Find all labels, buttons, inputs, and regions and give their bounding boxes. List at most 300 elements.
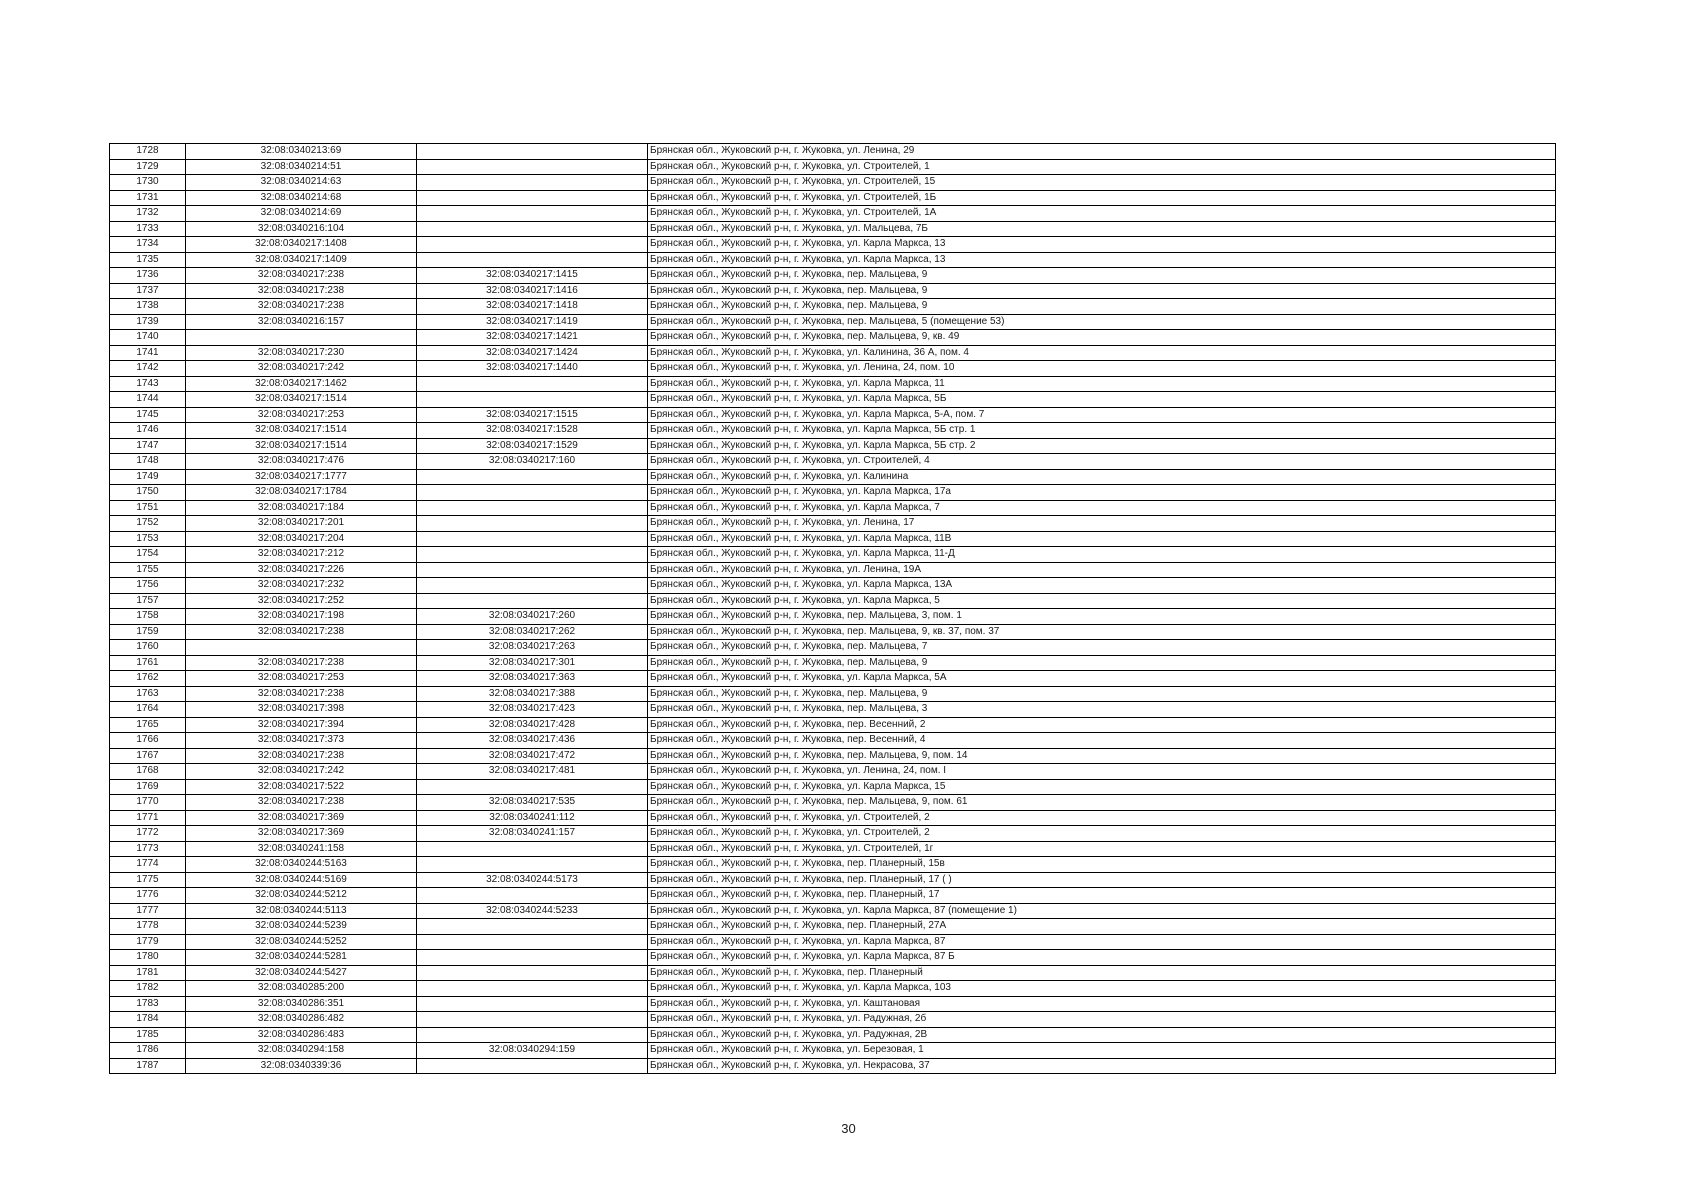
row-number-cell: 1759 (110, 624, 186, 640)
cadastral-number-cell: 32:08:0340241:158 (186, 841, 417, 857)
address-cell: Брянская обл., Жуковский р-н, г. Жуковка, ул. Карла Маркса, 5Б стр. 2 (648, 438, 1556, 454)
table-row (110, 655, 1556, 671)
table-row (110, 376, 1556, 392)
row-number-cell: 1753 (110, 531, 186, 547)
cadastral-number-cell: 32:08:0340244:5212 (186, 888, 417, 904)
row-number-cell: 1780 (110, 950, 186, 966)
table-row (110, 175, 1556, 191)
row-number-cell: 1772 (110, 826, 186, 842)
row-number-cell: 1731 (110, 190, 186, 206)
related-cadastral-number-cell (417, 190, 648, 206)
address-cell: Брянская обл., Жуковский р-н, г. Жуковка, ул. Мальцева, 7Б (648, 221, 1556, 237)
cadastral-number-cell: 32:08:0340217:204 (186, 531, 417, 547)
row-number-cell: 1744 (110, 392, 186, 408)
table-row (110, 144, 1556, 160)
address-cell: Брянская обл., Жуковский р-н, г. Жуковка, ул. Строителей, 1А (648, 206, 1556, 222)
address-cell: Брянская обл., Жуковский р-н, г. Жуковка, ул. Строителей, 2 (648, 810, 1556, 826)
address-cell: Брянская обл., Жуковский р-н, г. Жуковка, пер. Мальцева, 9 (648, 299, 1556, 315)
table-row (110, 330, 1556, 346)
table-row (110, 392, 1556, 408)
row-number-cell: 1757 (110, 593, 186, 609)
row-number-cell: 1756 (110, 578, 186, 594)
address-cell: Брянская обл., Жуковский р-н, г. Жуковка, ул. Ленина, 19А (648, 562, 1556, 578)
address-cell: Брянская обл., Жуковский р-н, г. Жуковка, пер. Мальцева, 9 (648, 686, 1556, 702)
related-cadastral-number-cell (417, 950, 648, 966)
cadastral-number-cell: 32:08:0340217:394 (186, 717, 417, 733)
related-cadastral-number-cell (417, 516, 648, 532)
related-cadastral-number-cell: 32:08:0340217:363 (417, 671, 648, 687)
address-cell: Брянская обл., Жуковский р-н, г. Жуковка, ул. Карла Маркса, 17а (648, 485, 1556, 501)
row-number-cell: 1728 (110, 144, 186, 160)
table-row (110, 934, 1556, 950)
cadastral-number-cell: 32:08:0340217:1514 (186, 423, 417, 439)
table-row (110, 671, 1556, 687)
related-cadastral-number-cell (417, 981, 648, 997)
table-row (110, 1058, 1556, 1074)
address-cell: Брянская обл., Жуковский р-н, г. Жуковка, пер. Мальцева, 5 (помещение 53) (648, 314, 1556, 330)
address-cell: Брянская обл., Жуковский р-н, г. Жуковка, ул. Карла Маркса, 5А (648, 671, 1556, 687)
related-cadastral-number-cell (417, 934, 648, 950)
related-cadastral-number-cell: 32:08:0340217:481 (417, 764, 648, 780)
address-cell: Брянская обл., Жуковский р-н, г. Жуковка, ул. Ленина, 17 (648, 516, 1556, 532)
cadastral-number-cell (186, 640, 417, 656)
table-row (110, 547, 1556, 563)
related-cadastral-number-cell (417, 965, 648, 981)
related-cadastral-number-cell (417, 376, 648, 392)
address-cell: Брянская обл., Жуковский р-н, г. Жуковка, ул. Калинина (648, 469, 1556, 485)
address-cell: Брянская обл., Жуковский р-н, г. Жуковка, пер. Мальцева, 3 (648, 702, 1556, 718)
row-number-cell: 1763 (110, 686, 186, 702)
cadastral-number-cell: 32:08:0340217:253 (186, 671, 417, 687)
related-cadastral-number-cell: 32:08:0340217:262 (417, 624, 648, 640)
cadastral-number-cell: 32:08:0340217:369 (186, 826, 417, 842)
cadastral-number-cell: 32:08:0340217:242 (186, 764, 417, 780)
address-cell: Брянская обл., Жуковский р-н, г. Жуковка, ул. Карла Маркса, 103 (648, 981, 1556, 997)
table-row (110, 516, 1556, 532)
related-cadastral-number-cell: 32:08:0340217:1421 (417, 330, 648, 346)
related-cadastral-number-cell (417, 547, 648, 563)
table-row (110, 500, 1556, 516)
table-row (110, 361, 1556, 377)
address-cell: Брянская обл., Жуковский р-н, г. Жуковка, пер. Весенний, 2 (648, 717, 1556, 733)
table-row (110, 717, 1556, 733)
cadastral-number-cell: 32:08:0340244:5252 (186, 934, 417, 950)
table-row (110, 299, 1556, 315)
related-cadastral-number-cell (417, 841, 648, 857)
table-row (110, 531, 1556, 547)
related-cadastral-number-cell: 32:08:0340217:423 (417, 702, 648, 718)
cadastral-number-cell: 32:08:0340217:373 (186, 733, 417, 749)
related-cadastral-number-cell (417, 593, 648, 609)
table-row (110, 237, 1556, 253)
row-number-cell: 1774 (110, 857, 186, 873)
table-row (110, 981, 1556, 997)
related-cadastral-number-cell: 32:08:0340217:1515 (417, 407, 648, 423)
cadastral-number-cell: 32:08:0340217:476 (186, 454, 417, 470)
row-number-cell: 1752 (110, 516, 186, 532)
row-number-cell: 1758 (110, 609, 186, 625)
address-cell: Брянская обл., Жуковский р-н, г. Жуковка, ул. Карла Маркса, 7 (648, 500, 1556, 516)
table-row (110, 562, 1556, 578)
cadastral-number-cell: 32:08:0340217:1777 (186, 469, 417, 485)
related-cadastral-number-cell (417, 252, 648, 268)
table-row (110, 1043, 1556, 1059)
table-row (110, 407, 1556, 423)
row-number-cell: 1748 (110, 454, 186, 470)
cadastral-number-cell: 32:08:0340217:1409 (186, 252, 417, 268)
related-cadastral-number-cell (417, 469, 648, 485)
table-row (110, 996, 1556, 1012)
cadastral-number-cell: 32:08:0340217:212 (186, 547, 417, 563)
table-row (110, 221, 1556, 237)
related-cadastral-number-cell: 32:08:0340217:260 (417, 609, 648, 625)
address-cell: Брянская обл., Жуковский р-н, г. Жуковка, ул. Карла Маркса, 11-Д (648, 547, 1556, 563)
table-row (110, 423, 1556, 439)
row-number-cell: 1738 (110, 299, 186, 315)
cadastral-number-cell: 32:08:0340217:1408 (186, 237, 417, 253)
table-row (110, 903, 1556, 919)
row-number-cell: 1743 (110, 376, 186, 392)
cadastral-number-cell: 32:08:0340244:5281 (186, 950, 417, 966)
row-number-cell: 1764 (110, 702, 186, 718)
row-number-cell: 1747 (110, 438, 186, 454)
cadastral-number-cell: 32:08:0340244:5427 (186, 965, 417, 981)
row-number-cell: 1730 (110, 175, 186, 191)
table-row (110, 733, 1556, 749)
row-number-cell: 1768 (110, 764, 186, 780)
address-cell: Брянская обл., Жуковский р-н, г. Жуковка, ул. Карла Маркса, 5 (648, 593, 1556, 609)
table-row (110, 702, 1556, 718)
related-cadastral-number-cell (417, 392, 648, 408)
cadastral-number-cell: 32:08:0340286:482 (186, 1012, 417, 1028)
address-cell: Брянская обл., Жуковский р-н, г. Жуковка, ул. Радужная, 2б (648, 1012, 1556, 1028)
table-row (110, 159, 1556, 175)
address-cell: Брянская обл., Жуковский р-н, г. Жуковка, пер. Планерный, 27А (648, 919, 1556, 935)
address-cell: Брянская обл., Жуковский р-н, г. Жуковка, ул. Березовая, 1 (648, 1043, 1556, 1059)
row-number-cell: 1750 (110, 485, 186, 501)
address-cell: Брянская обл., Жуковский р-н, г. Жуковка, пер. Планерный (648, 965, 1556, 981)
row-number-cell: 1784 (110, 1012, 186, 1028)
cadastral-number-cell: 32:08:0340217:201 (186, 516, 417, 532)
related-cadastral-number-cell (417, 1012, 648, 1028)
cadastral-number-cell: 32:08:0340214:63 (186, 175, 417, 191)
address-cell: Брянская обл., Жуковский р-н, г. Жуковка, ул. Строителей, 1Б (648, 190, 1556, 206)
cadastral-number-cell: 32:08:0340216:104 (186, 221, 417, 237)
related-cadastral-number-cell (417, 159, 648, 175)
row-number-cell: 1751 (110, 500, 186, 516)
table-row (110, 438, 1556, 454)
related-cadastral-number-cell: 32:08:0340217:388 (417, 686, 648, 702)
related-cadastral-number-cell (417, 562, 648, 578)
address-cell: Брянская обл., Жуковский р-н, г. Жуковка, ул. Карла Маркса, 87 Б (648, 950, 1556, 966)
related-cadastral-number-cell (417, 857, 648, 873)
cadastral-number-cell: 32:08:0340217:238 (186, 686, 417, 702)
cadastral-number-cell: 32:08:0340217:252 (186, 593, 417, 609)
related-cadastral-number-cell (417, 578, 648, 594)
table-row (110, 593, 1556, 609)
cadastral-number-cell: 32:08:0340285:200 (186, 981, 417, 997)
address-cell: Брянская обл., Жуковский р-н, г. Жуковка, ул. Ленина, 24, пом. I (648, 764, 1556, 780)
cadastral-number-cell: 32:08:0340217:369 (186, 810, 417, 826)
related-cadastral-number-cell: 32:08:0340217:436 (417, 733, 648, 749)
cadastral-number-cell: 32:08:0340217:238 (186, 268, 417, 284)
address-cell: Брянская обл., Жуковский р-н, г. Жуковка, пер. Мальцева, 9 (648, 268, 1556, 284)
related-cadastral-number-cell (417, 1058, 648, 1074)
address-cell: Брянская обл., Жуковский р-н, г. Жуковка, ул. Строителей, 2 (648, 826, 1556, 842)
cadastral-number-cell: 32:08:0340217:226 (186, 562, 417, 578)
related-cadastral-number-cell: 32:08:0340217:1419 (417, 314, 648, 330)
address-cell: Брянская обл., Жуковский р-н, г. Жуковка, ул. Калинина, 36 А, пом. 4 (648, 345, 1556, 361)
cadastral-number-cell: 32:08:0340217:253 (186, 407, 417, 423)
registry-table (109, 143, 1556, 1074)
row-number-cell: 1771 (110, 810, 186, 826)
related-cadastral-number-cell: 32:08:0340217:1416 (417, 283, 648, 299)
cadastral-number-cell: 32:08:0340214:51 (186, 159, 417, 175)
cadastral-number-cell: 32:08:0340216:157 (186, 314, 417, 330)
related-cadastral-number-cell: 32:08:0340217:1415 (417, 268, 648, 284)
cadastral-number-cell: 32:08:0340244:5169 (186, 872, 417, 888)
table-row (110, 190, 1556, 206)
cadastral-number-cell: 32:08:0340294:158 (186, 1043, 417, 1059)
address-cell: Брянская обл., Жуковский р-н, г. Жуковка, пер. Мальцева, 9, пом. 61 (648, 795, 1556, 811)
address-cell: Брянская обл., Жуковский р-н, г. Жуковка, пер. Мальцева, 9 (648, 283, 1556, 299)
table-row (110, 810, 1556, 826)
address-cell: Брянская обл., Жуковский р-н, г. Жуковка, ул. Строителей, 15 (648, 175, 1556, 191)
address-cell: Брянская обл., Жуковский р-н, г. Жуковка, пер. Мальцева, 3, пом. 1 (648, 609, 1556, 625)
cadastral-number-cell: 32:08:0340244:5113 (186, 903, 417, 919)
related-cadastral-number-cell: 32:08:0340217:1528 (417, 423, 648, 439)
cadastral-number-cell: 32:08:0340217:242 (186, 361, 417, 377)
row-number-cell: 1783 (110, 996, 186, 1012)
address-cell: Брянская обл., Жуковский р-н, г. Жуковка, ул. Карла Маркса, 5Б (648, 392, 1556, 408)
table-row (110, 826, 1556, 842)
table-row (110, 795, 1556, 811)
table-row (110, 686, 1556, 702)
cadastral-number-cell: 32:08:0340217:1784 (186, 485, 417, 501)
cadastral-number-cell: 32:08:0340217:1462 (186, 376, 417, 392)
related-cadastral-number-cell (417, 485, 648, 501)
related-cadastral-number-cell (417, 221, 648, 237)
cadastral-number-cell: 32:08:0340217:238 (186, 624, 417, 640)
cadastral-number-cell: 32:08:0340217:1514 (186, 392, 417, 408)
related-cadastral-number-cell: 32:08:0340217:301 (417, 655, 648, 671)
row-number-cell: 1767 (110, 748, 186, 764)
row-number-cell: 1735 (110, 252, 186, 268)
row-number-cell: 1760 (110, 640, 186, 656)
cadastral-number-cell: 32:08:0340217:238 (186, 283, 417, 299)
cadastral-number-cell: 32:08:0340217:232 (186, 578, 417, 594)
cadastral-number-cell: 32:08:0340213:69 (186, 144, 417, 160)
table-row (110, 252, 1556, 268)
related-cadastral-number-cell (417, 500, 648, 516)
row-number-cell: 1755 (110, 562, 186, 578)
row-number-cell: 1742 (110, 361, 186, 377)
table-row (110, 624, 1556, 640)
address-cell: Брянская обл., Жуковский р-н, г. Жуковка, пер. Планерный, 17 (648, 888, 1556, 904)
row-number-cell: 1785 (110, 1027, 186, 1043)
address-cell: Брянская обл., Жуковский р-н, г. Жуковка, ул. Карла Маркса, 15 (648, 779, 1556, 795)
cadastral-number-cell: 32:08:0340286:483 (186, 1027, 417, 1043)
row-number-cell: 1741 (110, 345, 186, 361)
address-cell: Брянская обл., Жуковский р-н, г. Жуковка, ул. Строителей, 4 (648, 454, 1556, 470)
table-row (110, 454, 1556, 470)
row-number-cell: 1736 (110, 268, 186, 284)
row-number-cell: 1733 (110, 221, 186, 237)
related-cadastral-number-cell (417, 888, 648, 904)
cadastral-number-cell: 32:08:0340217:184 (186, 500, 417, 516)
row-number-cell: 1781 (110, 965, 186, 981)
table-row (110, 779, 1556, 795)
related-cadastral-number-cell (417, 1027, 648, 1043)
related-cadastral-number-cell (417, 996, 648, 1012)
row-number-cell: 1740 (110, 330, 186, 346)
related-cadastral-number-cell: 32:08:0340217:1440 (417, 361, 648, 377)
row-number-cell: 1777 (110, 903, 186, 919)
row-number-cell: 1761 (110, 655, 186, 671)
cadastral-number-cell: 32:08:0340217:1514 (186, 438, 417, 454)
table-row (110, 609, 1556, 625)
row-number-cell: 1787 (110, 1058, 186, 1074)
address-cell: Брянская обл., Жуковский р-н, г. Жуковка, пер. Мальцева, 9, кв. 37, пом. 37 (648, 624, 1556, 640)
cadastral-number-cell: 32:08:0340217:398 (186, 702, 417, 718)
table-row (110, 283, 1556, 299)
address-cell: Брянская обл., Жуковский р-н, г. Жуковка, ул. Карла Маркса, 5Б стр. 1 (648, 423, 1556, 439)
row-number-cell: 1765 (110, 717, 186, 733)
related-cadastral-number-cell: 32:08:0340217:1424 (417, 345, 648, 361)
address-cell: Брянская обл., Жуковский р-н, г. Жуковка, пер. Мальцева, 9, кв. 49 (648, 330, 1556, 346)
address-cell: Брянская обл., Жуковский р-н, г. Жуковка, пер. Планерный, 15в (648, 857, 1556, 873)
table-row (110, 888, 1556, 904)
address-cell: Брянская обл., Жуковский р-н, г. Жуковка, ул. Карла Маркса, 87 (648, 934, 1556, 950)
address-cell: Брянская обл., Жуковский р-н, г. Жуковка, пер. Мальцева, 7 (648, 640, 1556, 656)
address-cell: Брянская обл., Жуковский р-н, г. Жуковка, ул. Каштановая (648, 996, 1556, 1012)
address-cell: Брянская обл., Жуковский р-н, г. Жуковка, пер. Мальцева, 9 (648, 655, 1556, 671)
registry-table-body (110, 144, 1556, 1074)
row-number-cell: 1776 (110, 888, 186, 904)
related-cadastral-number-cell: 32:08:0340217:472 (417, 748, 648, 764)
related-cadastral-number-cell: 32:08:0340241:157 (417, 826, 648, 842)
related-cadastral-number-cell: 32:08:0340244:5233 (417, 903, 648, 919)
row-number-cell: 1778 (110, 919, 186, 935)
table-row (110, 268, 1556, 284)
cadastral-number-cell: 32:08:0340217:238 (186, 748, 417, 764)
cadastral-number-cell: 32:08:0340217:238 (186, 795, 417, 811)
page-number: 30 (841, 1121, 856, 1136)
related-cadastral-number-cell: 32:08:0340217:1418 (417, 299, 648, 315)
table-row (110, 485, 1556, 501)
cadastral-number-cell: 32:08:0340217:522 (186, 779, 417, 795)
row-number-cell: 1782 (110, 981, 186, 997)
related-cadastral-number-cell: 32:08:0340241:112 (417, 810, 648, 826)
address-cell: Брянская обл., Жуковский р-н, г. Жуковка, ул. Карла Маркса, 11 (648, 376, 1556, 392)
table-row (110, 1012, 1556, 1028)
address-cell: Брянская обл., Жуковский р-н, г. Жуковка, ул. Ленина, 24, пом. 10 (648, 361, 1556, 377)
table-row (110, 314, 1556, 330)
table-row (110, 206, 1556, 222)
related-cadastral-number-cell (417, 919, 648, 935)
row-number-cell: 1773 (110, 841, 186, 857)
row-number-cell: 1762 (110, 671, 186, 687)
table-row (110, 469, 1556, 485)
cadastral-number-cell: 32:08:0340214:68 (186, 190, 417, 206)
row-number-cell: 1769 (110, 779, 186, 795)
address-cell: Брянская обл., Жуковский р-н, г. Жуковка, ул. Ленина, 29 (648, 144, 1556, 160)
related-cadastral-number-cell: 32:08:0340217:428 (417, 717, 648, 733)
table-row (110, 872, 1556, 888)
related-cadastral-number-cell (417, 779, 648, 795)
table-row (110, 640, 1556, 656)
related-cadastral-number-cell (417, 237, 648, 253)
row-number-cell: 1739 (110, 314, 186, 330)
row-number-cell: 1732 (110, 206, 186, 222)
cadastral-number-cell: 32:08:0340217:238 (186, 655, 417, 671)
address-cell: Брянская обл., Жуковский р-н, г. Жуковка, ул. Карла Маркса, 13 (648, 252, 1556, 268)
related-cadastral-number-cell: 32:08:0340217:1529 (417, 438, 648, 454)
cadastral-number-cell: 32:08:0340217:230 (186, 345, 417, 361)
address-cell: Брянская обл., Жуковский р-н, г. Жуковка, ул. Радужная, 2В (648, 1027, 1556, 1043)
related-cadastral-number-cell (417, 144, 648, 160)
address-cell: Брянская обл., Жуковский р-н, г. Жуковка, пер. Планерный, 17 ( ) (648, 872, 1556, 888)
address-cell: Брянская обл., Жуковский р-н, г. Жуковка, ул. Карла Маркса, 87 (помещение 1) (648, 903, 1556, 919)
address-cell: Брянская обл., Жуковский р-н, г. Жуковка, пер. Весенний, 4 (648, 733, 1556, 749)
row-number-cell: 1729 (110, 159, 186, 175)
cadastral-number-cell: 32:08:0340244:5239 (186, 919, 417, 935)
row-number-cell: 1749 (110, 469, 186, 485)
table-row (110, 950, 1556, 966)
related-cadastral-number-cell: 32:08:0340217:160 (417, 454, 648, 470)
table-row (110, 919, 1556, 935)
related-cadastral-number-cell: 32:08:0340294:159 (417, 1043, 648, 1059)
related-cadastral-number-cell: 32:08:0340217:535 (417, 795, 648, 811)
address-cell: Брянская обл., Жуковский р-н, г. Жуковка, ул. Карла Маркса, 13А (648, 578, 1556, 594)
address-cell: Брянская обл., Жуковский р-н, г. Жуковка, ул. Некрасова, 37 (648, 1058, 1556, 1074)
table-row (110, 764, 1556, 780)
row-number-cell: 1775 (110, 872, 186, 888)
table-row (110, 857, 1556, 873)
cadastral-number-cell: 32:08:0340244:5163 (186, 857, 417, 873)
related-cadastral-number-cell (417, 175, 648, 191)
row-number-cell: 1737 (110, 283, 186, 299)
table-row (110, 748, 1556, 764)
table-row (110, 345, 1556, 361)
address-cell: Брянская обл., Жуковский р-н, г. Жуковка, ул. Строителей, 1г (648, 841, 1556, 857)
related-cadastral-number-cell: 32:08:0340244:5173 (417, 872, 648, 888)
row-number-cell: 1754 (110, 547, 186, 563)
cadastral-number-cell: 32:08:0340286:351 (186, 996, 417, 1012)
cadastral-number-cell: 32:08:0340214:69 (186, 206, 417, 222)
table-row (110, 578, 1556, 594)
row-number-cell: 1770 (110, 795, 186, 811)
cadastral-number-cell: 32:08:0340339:36 (186, 1058, 417, 1074)
address-cell: Брянская обл., Жуковский р-н, г. Жуковка, ул. Карла Маркса, 13 (648, 237, 1556, 253)
cadastral-number-cell: 32:08:0340217:198 (186, 609, 417, 625)
row-number-cell: 1766 (110, 733, 186, 749)
row-number-cell: 1734 (110, 237, 186, 253)
table-row (110, 965, 1556, 981)
cadastral-number-cell: 32:08:0340217:238 (186, 299, 417, 315)
table-row (110, 1027, 1556, 1043)
related-cadastral-number-cell (417, 206, 648, 222)
related-cadastral-number-cell (417, 531, 648, 547)
address-cell: Брянская обл., Жуковский р-н, г. Жуковка, пер. Мальцева, 9, пом. 14 (648, 748, 1556, 764)
related-cadastral-number-cell: 32:08:0340217:263 (417, 640, 648, 656)
table-row (110, 841, 1556, 857)
row-number-cell: 1746 (110, 423, 186, 439)
address-cell: Брянская обл., Жуковский р-н, г. Жуковка, ул. Карла Маркса, 11В (648, 531, 1556, 547)
row-number-cell: 1786 (110, 1043, 186, 1059)
row-number-cell: 1745 (110, 407, 186, 423)
address-cell: Брянская обл., Жуковский р-н, г. Жуковка, ул. Строителей, 1 (648, 159, 1556, 175)
